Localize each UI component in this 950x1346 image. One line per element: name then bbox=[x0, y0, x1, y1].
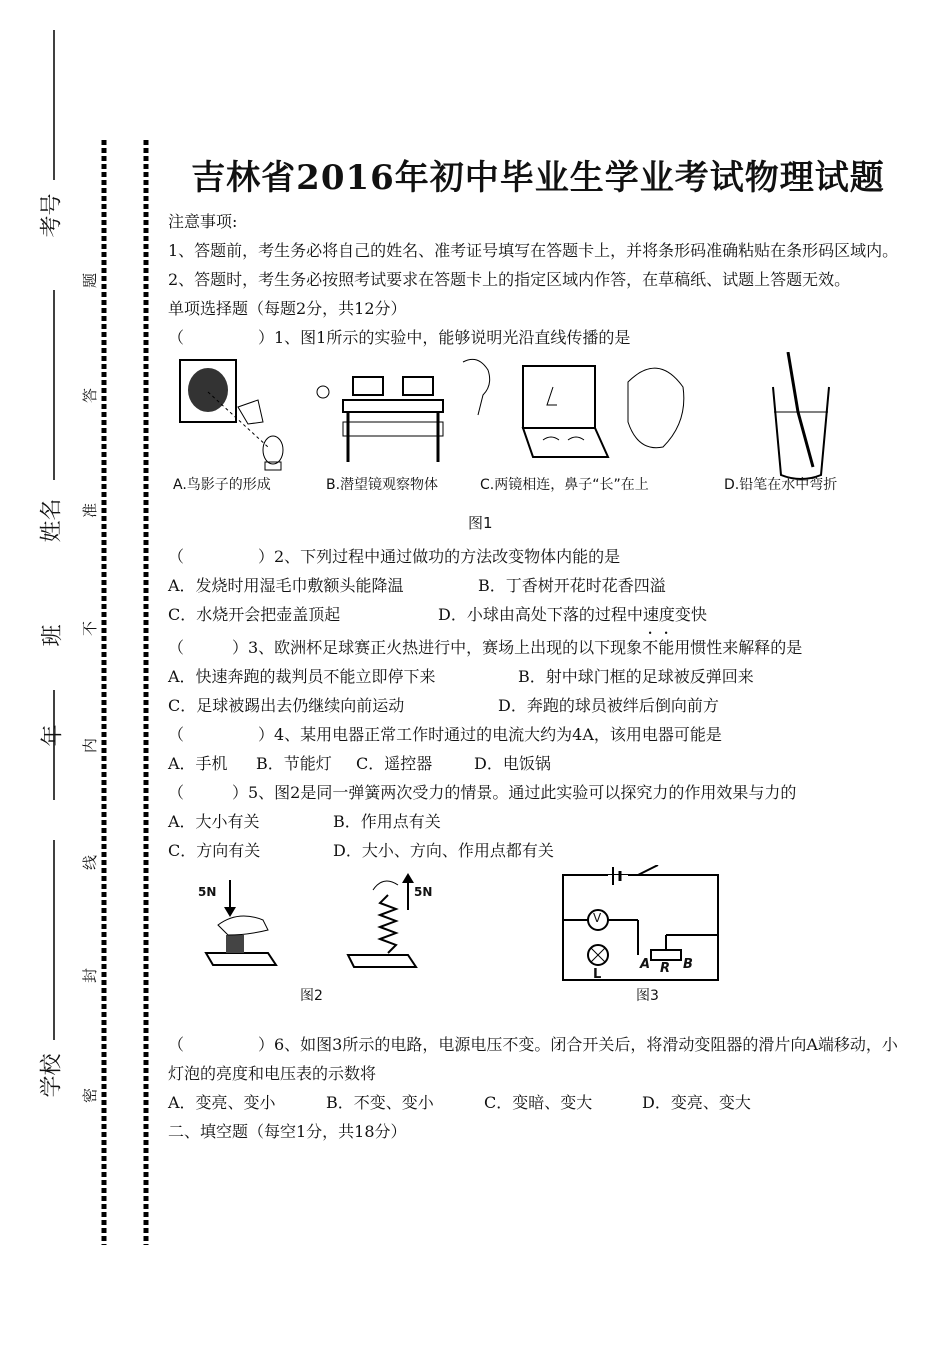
answer-blank[interactable]: （ bbox=[168, 638, 185, 657]
resistor-label: R bbox=[660, 961, 671, 976]
notice-heading: 注意事项: bbox=[168, 212, 238, 231]
option[interactable]: D．变亮、变大 bbox=[642, 1093, 751, 1112]
figures-2-3 bbox=[168, 865, 908, 1030]
option[interactable]: C．遥控器 bbox=[356, 754, 433, 773]
force-label: 5N bbox=[198, 885, 217, 899]
lamp-label: L bbox=[593, 967, 602, 982]
options-row bbox=[168, 807, 908, 836]
option[interactable]: B．节能灯 bbox=[256, 754, 332, 773]
mirror-drawing bbox=[523, 366, 684, 457]
section-heading: 二、填空题（每空1分，共18分） bbox=[168, 1122, 407, 1141]
figure-caption: B.潜望镜观察物体 bbox=[326, 477, 439, 493]
options-row bbox=[168, 600, 908, 629]
seal-char: 封 bbox=[81, 967, 100, 984]
option[interactable]: A．手机 bbox=[168, 754, 228, 773]
option[interactable]: C．变暗、变大 bbox=[484, 1093, 593, 1112]
option[interactable]: D．小球由高处下落的过程中速度变快 bbox=[438, 605, 707, 624]
option[interactable]: B．丁香树开花时花香四溢 bbox=[478, 576, 666, 595]
figure-caption: A.鸟影子的形成 bbox=[173, 477, 271, 493]
options-row bbox=[168, 571, 908, 600]
option[interactable]: A．快速奔跑的裁判员不能立即停下来 bbox=[168, 667, 436, 686]
option[interactable]: C．方向有关 bbox=[168, 841, 261, 860]
question-6: （ ）6、如图3所示的电路，电源电压不变。闭合开关后，将滑动变阻器的滑片向A端移动，小灯泡的亮度和电压表的示数将 bbox=[168, 1030, 908, 1088]
option[interactable]: A．发烧时用湿毛巾敷额头能降温 bbox=[168, 576, 404, 595]
question-2: （ ）2、下列过程中通过做功的方法改变物体内能的是 bbox=[168, 542, 908, 571]
options-row bbox=[168, 662, 908, 691]
notice-item: 1、答题前，考生务必将自己的姓名、准考证号填写在答题卡上，并将条形码准确粘贴在条形码区域内。 bbox=[168, 241, 899, 260]
option[interactable]: B．不变、变小 bbox=[326, 1093, 434, 1112]
option[interactable]: A．变亮、变小 bbox=[168, 1093, 276, 1112]
exam-content bbox=[168, 140, 908, 1146]
question-1: （ ）1、图1所示的实验中，能够说明光沿直线传播的是 bbox=[168, 323, 908, 352]
spring-stretch-drawing bbox=[348, 873, 416, 967]
options-row bbox=[168, 749, 908, 778]
exam-number-label: 考号 bbox=[39, 193, 65, 238]
answer-blank[interactable]: （ bbox=[168, 783, 185, 802]
figure-label: 图3 bbox=[636, 988, 659, 1004]
options-row bbox=[168, 691, 908, 720]
bird-shadow-drawing bbox=[180, 360, 283, 470]
option[interactable]: B．作用点有关 bbox=[333, 812, 441, 831]
page-title: 吉林省2016年初中毕业生学业考试物理试题 bbox=[191, 158, 885, 198]
answer-blank[interactable]: （ bbox=[168, 547, 185, 566]
option[interactable]: D．电饭锅 bbox=[474, 754, 551, 773]
terminal-b-label: B bbox=[683, 957, 693, 972]
year-label: 年 bbox=[40, 724, 66, 747]
answer-blank[interactable]: （ bbox=[168, 328, 185, 347]
option[interactable]: C．水烧开会把壶盖顶起 bbox=[168, 605, 341, 624]
seal-char: 答 bbox=[81, 387, 100, 404]
option[interactable]: C．足球被踢出去仍继续向前运动 bbox=[168, 696, 405, 715]
seal-char: 题 bbox=[81, 272, 100, 289]
options-row bbox=[168, 1088, 908, 1117]
answer-blank[interactable]: （ bbox=[168, 725, 185, 744]
section-heading: 单项选择题（每题2分，共12分） bbox=[168, 299, 407, 318]
figure-label: 图1 bbox=[468, 514, 493, 532]
figure-caption: C.两镜相连，鼻子“长”在上 bbox=[480, 477, 649, 493]
binding-lines bbox=[0, 0, 150, 1342]
class-label: 班 bbox=[40, 624, 66, 647]
school-label: 学校 bbox=[39, 1053, 65, 1098]
spring-compress-drawing bbox=[206, 880, 276, 965]
name-label: 姓名 bbox=[39, 498, 65, 543]
figure-caption: D.铅笔在水中弯折 bbox=[724, 477, 838, 493]
answer-blank[interactable]: （ bbox=[168, 1035, 185, 1054]
option[interactable]: D．奔跑的球员被绊后倒向前方 bbox=[498, 696, 719, 715]
question-5: （ ）5、图2是同一弹簧两次受力的情景。通过此实验可以探究力的作用效果与力的 bbox=[168, 778, 908, 807]
figure-2-3-drawings bbox=[168, 865, 908, 1030]
option[interactable]: D．大小、方向、作用点都有关 bbox=[333, 841, 554, 860]
terminal-a-label: A bbox=[640, 957, 651, 972]
pencil-in-water-drawing bbox=[773, 352, 829, 479]
question-3: （ ）3、欧洲杯足球赛正火热进行中，赛场上出现的以下现象不能用惯性来解释的是 bbox=[168, 629, 908, 662]
notice-item: 2、答题时，考生务必按照考试要求在答题卡上的指定区域内作答，在草稿纸、试题上答题无效。 bbox=[168, 270, 851, 289]
seal-char: 线 bbox=[81, 854, 100, 871]
voltmeter-symbol: V bbox=[593, 911, 602, 925]
seal-char: 密 bbox=[81, 1087, 100, 1104]
seal-char: 不 bbox=[81, 620, 100, 637]
seal-char: 内 bbox=[81, 737, 100, 754]
options-row bbox=[168, 836, 908, 865]
option[interactable]: B．射中球门框的足球被反弹回来 bbox=[518, 667, 754, 686]
force-label: 5N bbox=[414, 885, 433, 899]
binding-margin bbox=[0, 0, 150, 1342]
figure-label: 图2 bbox=[300, 988, 323, 1004]
periscope-drawing bbox=[317, 359, 490, 462]
seal-char: 准 bbox=[81, 502, 100, 519]
option[interactable]: A．大小有关 bbox=[168, 812, 260, 831]
question-4: （ ）4、某用电器正常工作时通过的电流大约为4A，该用电器可能是 bbox=[168, 720, 908, 749]
emphasis-text: 不能 bbox=[642, 638, 675, 657]
figure-1 bbox=[168, 352, 908, 542]
